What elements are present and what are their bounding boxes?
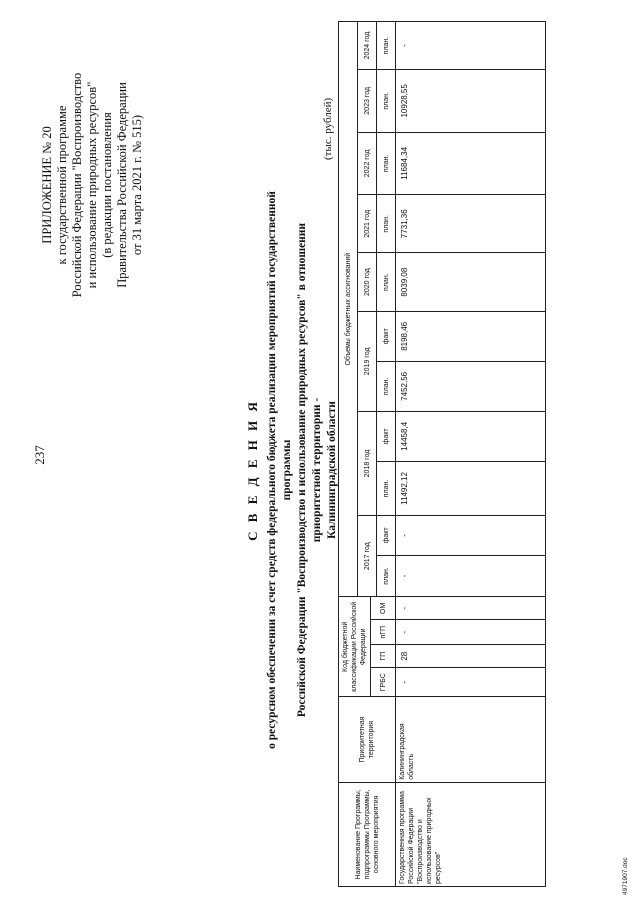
value-cell: 10928,55 — [396, 70, 546, 133]
title-line: о ресурсном обеспечении за счет средств федерального бюджета реализации мероприятий государственной программы — [266, 191, 293, 749]
value-cell: 11684,34 — [396, 132, 546, 195]
title-heading: С В Е Д Е Н И Я — [245, 399, 260, 541]
header-plan: план. — [377, 132, 396, 195]
header-year: 2022 год — [358, 132, 377, 195]
page-number: 237 — [32, 445, 47, 465]
header-year: 2018 год — [358, 411, 377, 515]
header-fact: факт — [377, 516, 396, 556]
units-label: (тыс. рублей) — [322, 97, 334, 160]
header-plan: план. — [377, 22, 396, 70]
header-volumes: Объемы бюджетных ассигнований — [339, 22, 358, 597]
appendix-line: к государственной программе — [55, 105, 69, 265]
header-fact: факт — [377, 411, 396, 461]
program-name-cell: Государственная программа Российской Федерации "Воспроизводство и использование природных ресурсов" — [396, 782, 546, 886]
header-code: ГП — [371, 645, 396, 668]
header-year: 2019 год — [358, 311, 377, 411]
value-cell: 7731,36 — [396, 195, 546, 253]
value-cell: 14458,4 — [396, 411, 546, 461]
value-cell: 8039,08 — [396, 253, 546, 311]
code-cell: - — [396, 620, 546, 645]
title-line: Российской Федерации "Воспроизводство и использование природных ресурсов" в отношении приоритетной территории - — [296, 222, 323, 718]
header-territory: Приоритетная территория — [339, 697, 396, 782]
value-cell: 8198,46 — [396, 311, 546, 361]
header-code: пГП — [371, 620, 396, 645]
appendix-block — [40, 20, 145, 350]
appendix-line: ПРИЛОЖЕНИЕ № 20 — [40, 126, 54, 244]
header-plan: план. — [377, 555, 396, 597]
territory-cell: Калининградская область — [396, 697, 546, 782]
appendix-line: и использование природных ресурсов" — [85, 81, 99, 289]
header-plan: план. — [377, 195, 396, 253]
header-year: 2024 год — [358, 22, 377, 70]
appendix-line: (в редакции постановления — [100, 112, 114, 258]
appendix-line: Правительства Российской Федерации — [115, 82, 129, 288]
value-cell: - — [396, 555, 546, 597]
code-cell: - — [396, 668, 546, 697]
file-reference: 4971907.doc — [622, 857, 629, 895]
budget-table — [338, 21, 546, 887]
header-year: 2017 год — [358, 516, 377, 597]
header-plan: план. — [377, 361, 396, 411]
code-cell: 28 — [396, 645, 546, 668]
header-code: ОМ — [371, 597, 396, 620]
header-code: ГРБС — [371, 668, 396, 697]
document-title — [245, 190, 340, 750]
header-code-group: Код бюджетной классификации Российской Федерации — [339, 597, 371, 697]
value-cell: 11492,12 — [396, 461, 546, 515]
title-line: Калининградской области — [326, 401, 338, 539]
value-cell: 7452,56 — [396, 361, 546, 411]
header-year: 2021 год — [358, 195, 377, 253]
appendix-line: Российской Федерации "Воспроизводство — [70, 72, 84, 298]
header-plan: план. — [377, 461, 396, 515]
value-cell: - — [396, 516, 546, 556]
header-year: 2023 год — [358, 70, 377, 133]
header-name: Наименование Программы, подпрограммы Программы, основного мероприятия — [339, 782, 396, 886]
header-plan: план. — [377, 70, 396, 133]
appendix-line: от 31 марта 2021 г. № 515) — [130, 114, 144, 256]
table-row — [396, 22, 546, 887]
header-fact: факт — [377, 311, 396, 361]
header-plan: план. — [377, 253, 396, 311]
header-year: 2020 год — [358, 253, 377, 311]
value-cell: - — [396, 22, 546, 70]
code-cell: - — [396, 597, 546, 620]
